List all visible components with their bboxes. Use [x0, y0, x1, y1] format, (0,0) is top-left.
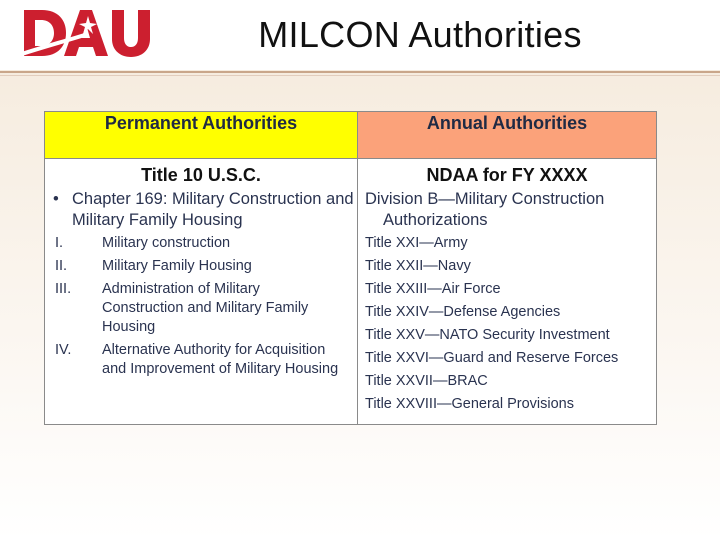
page-title: MILCON Authorities: [258, 14, 582, 55]
item-number: III.: [55, 281, 72, 297]
header-divider: [0, 71, 720, 73]
list-item: [55, 257, 357, 276]
list-item: Title XXIII—Air Force: [365, 281, 501, 297]
item-text: Administration of Military Construction and Military Family Housing: [102, 281, 309, 335]
list-item: Title XXV—NATO Security Investment: [365, 327, 610, 343]
title-10-heading: Title 10 U.S.C.: [141, 165, 261, 185]
item-number: IV.: [55, 342, 72, 358]
ndaa-titles-list: [358, 234, 656, 414]
list-item: [55, 234, 357, 253]
item-number: I.: [55, 235, 64, 251]
authorities-table: [44, 111, 657, 425]
bullet-dot: •: [53, 190, 59, 208]
annual-authorities-header: Annual Authorities: [358, 112, 657, 159]
item-number: II.: [55, 258, 68, 274]
permanent-authorities-cell: [45, 159, 358, 425]
item-text: Alternative Authority for Acquisition and Improvement of Military Housing: [102, 342, 339, 377]
division-line-1: Division B—Military Construction: [365, 190, 605, 208]
item-text: Military construction: [102, 235, 231, 251]
table-row: [45, 159, 657, 425]
list-item: [55, 341, 357, 379]
chapter-text: Chapter 169: Military Construction and Military Family Housing: [72, 190, 354, 229]
dau-logo: [22, 8, 150, 58]
chapter-subsections: [45, 234, 357, 379]
table-header-row: [45, 112, 657, 159]
list-item: Title XXI—Army: [365, 235, 468, 251]
list-item: Title XXVIII—General Provisions: [365, 396, 574, 412]
division-line-2: Authorizations: [383, 211, 488, 229]
list-item: Title XXVII—BRAC: [365, 373, 488, 389]
list-item: [55, 280, 357, 337]
header-divider-thin: [0, 75, 720, 76]
list-item: Title XXII—Navy: [365, 258, 471, 274]
list-item: Title XXVI—Guard and Reserve Forces: [365, 350, 619, 366]
permanent-authorities-header: Permanent Authorities: [45, 112, 358, 159]
chapter-bullet: [45, 189, 357, 231]
annual-authorities-cell: [358, 159, 657, 425]
slide-header: [0, 0, 720, 70]
list-item: Title XXIV—Defense Agencies: [365, 304, 561, 320]
item-text: Military Family Housing: [102, 258, 252, 274]
ndaa-heading: NDAA for FY XXXX: [426, 165, 588, 185]
division-b-label: [358, 189, 656, 231]
